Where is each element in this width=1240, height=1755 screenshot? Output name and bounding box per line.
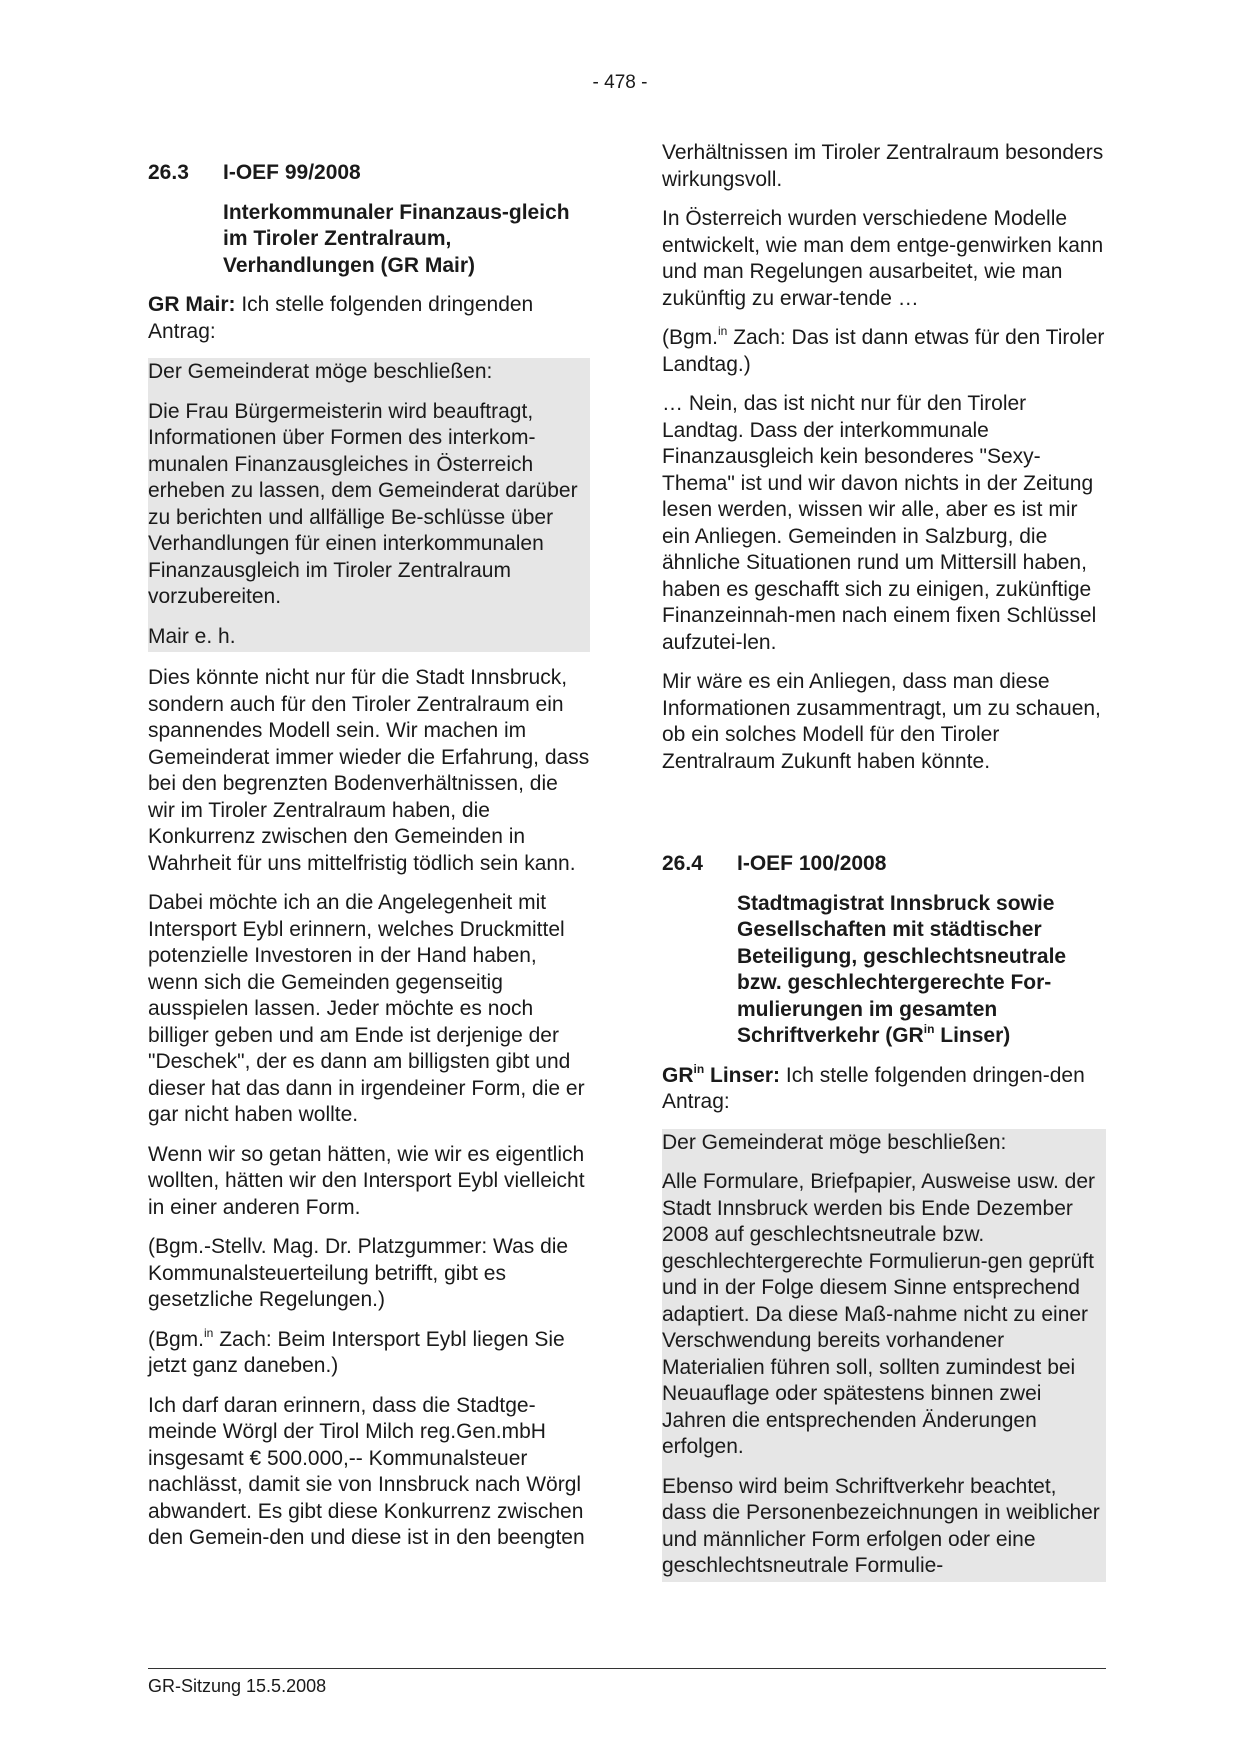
item-code: I-OEF 99/2008 [223, 161, 361, 184]
speaker-intro [662, 1063, 1106, 1116]
interjection-text: Zach: Beim Intersport Eybl liegen Sie jetzt ganz daneben.) [148, 1327, 565, 1377]
motion-box [148, 358, 590, 652]
motion-line: Der Gemeinderat möge beschließen: [148, 360, 493, 383]
item-26-3-heading [148, 160, 590, 187]
interjection: (Bgm.-Stellv. Mag. Dr. Platzgummer: Was die Kommunalsteuerteilung betrifft, gibt es gesetzliche Regelungen.) [148, 1235, 569, 1311]
intro-text: Ich stelle folgenden dringen-den Antrag: [662, 1063, 1085, 1113]
speaker-name: GR Mair: [148, 293, 236, 316]
speaker-prefix: GR [662, 1063, 694, 1087]
interjection [662, 325, 1106, 378]
motion-line: Die Frau Bürgermeisterin wird beauftragt, Informationen über Formen des interkom-munalen Finanzausgleiches in Österreich erheben zu lassen, dem Gemeinderat darüber zu berichten und allfällige Be-schlüsse über Verhandlungen für einen interkommunalen Finanzausgleich im Tiroler Zentralraum vorzubereiten. [148, 399, 578, 608]
paragraph: Ich darf daran erinnern, dass die Stadtge-meinde Wörgl der Tirol Milch reg.Gen.mbH insgesamt € 500.000,-- Kommunalsteuer nachlässt, damit sie von Innsbruck nach Wörgl abwandert. Es gibt diese Konkurrenz zwischen den Gemein-den und diese ist in den beengten [148, 1393, 585, 1549]
right-column [662, 140, 1106, 1595]
item-code: I-OEF 100/2008 [737, 852, 887, 875]
item-26-3-title: Interkommunaler Finanzaus-gleich im Tiroler Zentralraum, Verhandlungen (GR Mair) [223, 200, 570, 277]
interjection-text: Zach: Das ist dann etwas für den Tiroler Landtag.) [662, 326, 1105, 376]
superscript: in [204, 1325, 214, 1340]
section-spacer [662, 788, 1106, 837]
footer-text: GR-Sitzung 15.5.2008 [148, 1676, 327, 1696]
speaker-name [662, 1061, 781, 1087]
item-26-4-title [737, 891, 1106, 1050]
paragraph: … Nein, das ist nicht nur für den Tiroler Landtag. Dass der interkommunale Finanzausgleich kein besonderes "Sexy-Thema" ist und wir davon nichts in der Zeitung lesen werden, wissen wir alle, aber es ist mir ein Anliegen. Gemeinden in Salzburg, die ähnliche Situationen rund um Mittersill haben, haben es geschafft sich zu einigen, zukünftige Finanzeinnah-men nach einem fixen Schlüssel aufzutei-len. [662, 392, 1097, 654]
speaker-intro [148, 292, 590, 345]
item-number: 26.4 [662, 852, 703, 875]
interjection-prefix: (Bgm. [662, 326, 719, 349]
motion-box [662, 1129, 1106, 1582]
superscript: in [718, 324, 728, 338]
paragraph: Dabei möchte ich an die Angelegenheit mit Intersport Eybl erinnern, welches Druckmittel potenzielle Investoren in der Hand haben, wenn sich die Gemeinden gegenseitig ausspielen lassen. Jeder möchte es noch billiger geben und am Ende ist derjenige der "Deschek", der es dann am billigsten gibt und dieser hat das dann in irgendeiner Form, die er gar nicht haben wollte. [148, 891, 585, 1126]
interjection-prefix: (Bgm. [148, 1327, 205, 1351]
paragraph: Dies könnte nicht nur für die Stadt Innsbruck, sondern auch für den Tiroler Zentralraum ein spannendes Modell sein. Wir machen im Gemeinderat immer wieder die Erfahrung, dass bei den begrenzten Bodenverhältnissen, die wir im Tiroler Zentralraum haben, die Konkurrenz zwischen den Gemeinden in Wahrheit für uns mittelfristig tödlich sein kann. [148, 666, 590, 875]
title-text: Stadtmagistrat Innsbruck sowie Gesellschaften mit städtischer Beteiligung, geschlechtsneutrale bzw. geschlechtergerechte For-mulierungen im gesamten Schriftverkehr (GR [737, 891, 1067, 1047]
title-end: Linser) [934, 1024, 1011, 1047]
superscript: in [693, 1061, 705, 1076]
interjection [148, 1327, 590, 1380]
motion-line: Ebenso wird beim Schriftverkehr beachtet, dass die Personenbezeichnungen in weiblicher und männlicher Form erfolgen oder eine geschlechtsneutrale Formulie- [662, 1474, 1100, 1577]
item-number: 26.3 [148, 161, 189, 184]
item-26-4-heading [662, 851, 1106, 878]
motion-line: Alle Formulare, Briefpapier, Ausweise usw. der Stadt Innsbruck werden bis Ende Dezember 2008 auf geschlechtsneutrale bzw. geschlechtergerechte Formulierun-gen geprüft und in der Folge diesem Sinne entsprechend adaptiert. Da diese Maß-nahme nicht zu einer Verschwendung bereits vorhandener Materialien führen soll, sollten zumindest bei Neuauflage oder spätestens binnen zwei Jahren die entsprechenden Änderungen erfolgen. [662, 1170, 1096, 1458]
left-column [148, 146, 590, 1565]
intro-text: Ich stelle folgenden dringenden Antrag: [148, 293, 534, 343]
page-number: - 478 - [592, 72, 648, 93]
superscript: in [923, 1022, 935, 1036]
paragraph: In Österreich wurden verschiedene Modelle entwickelt, wie man dem entge-genwirken kann und man Regelungen ausarbeitet, wie man zukünftig zu erwar-tende … [662, 207, 1104, 310]
paragraph: Wenn wir so getan hätten, wie wir es eigentlich wollten, hätten wir den Intersport Eybl vielleicht in einer anderen Form. [148, 1142, 585, 1219]
paragraph: Verhältnissen im Tiroler Zentralraum besonders wirkungsvoll. [662, 141, 1104, 191]
footer-rule [148, 1668, 1106, 1669]
paragraph: Mir wäre es ein Anliegen, dass man diese Informationen zusammentragt, um zu schauen, ob ein solches Modell für den Tiroler Zentralraum Zukunft haben könnte. [662, 670, 1101, 773]
speaker-surname: Linser: [704, 1063, 781, 1087]
motion-line: Der Gemeinderat möge beschließen: [662, 1130, 1007, 1154]
motion-line: Mair e. h. [148, 624, 236, 648]
